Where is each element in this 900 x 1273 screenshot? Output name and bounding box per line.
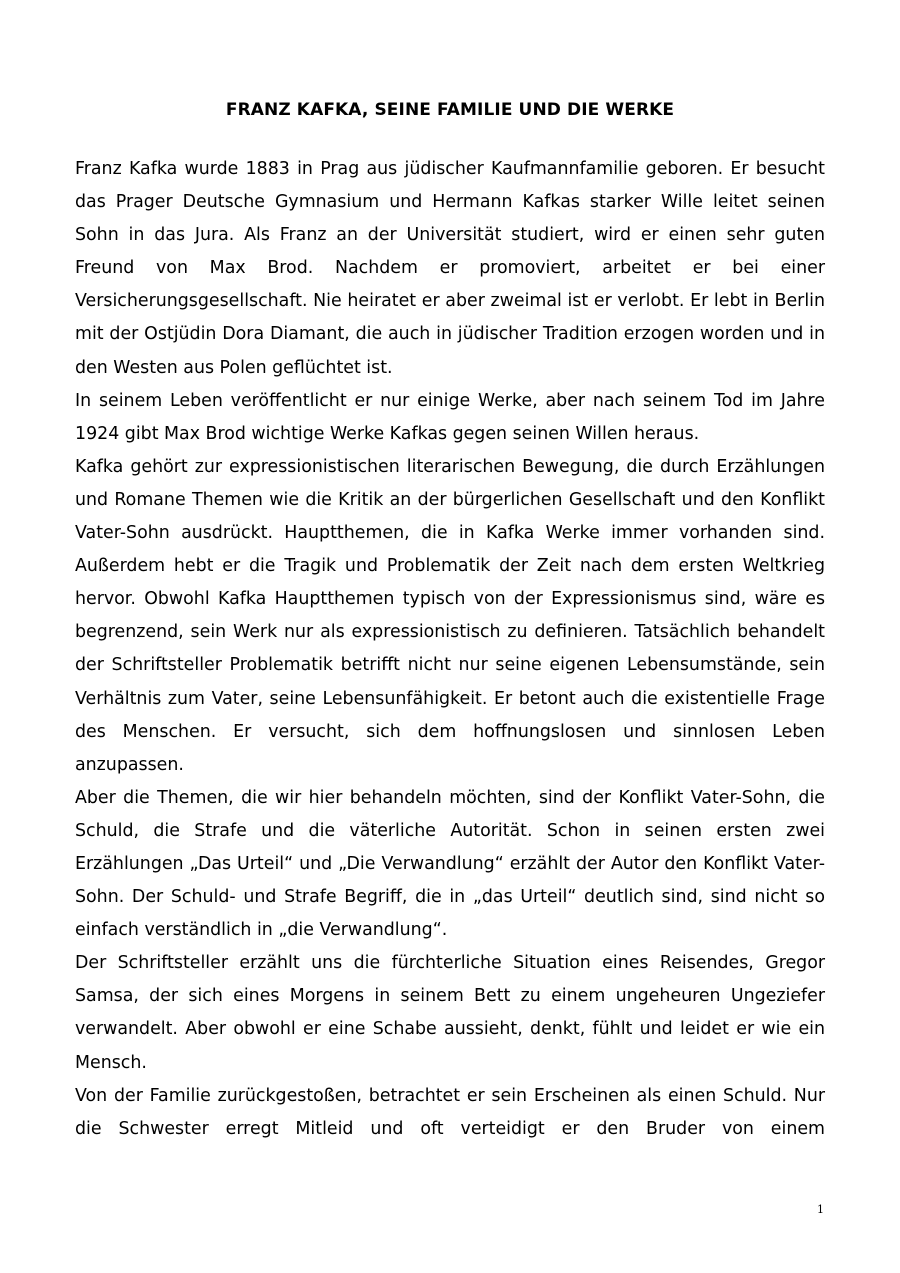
page-number: 1	[817, 1203, 824, 1216]
paragraph-expressionism: Kafka gehört zur expressionistischen literarischen Bewegung, die durch Erzählungen und Romane Themen wie die Kritik an der bürgerlichen Gesellschaft und den Konflikt Vater-Sohn ausdrückt. Hauptthemen, die in Kafka Werke immer vorhanden sind. Außerdem hebt er die Tragik und Problematik der Zeit nach dem ersten Weltkrieg hervor. Obwohl Kafka Hauptthemen typisch von der Expressionismus sind, wäre es begrenzend, sein Werk nur als expressionistisch zu definieren. Tatsächlich behandelt der Schriftsteller Problematik betrifft nicht nur seine eigenen Lebensumstände, sein Verhältnis zum Vater, seine Lebensunfähigkeit. Er betont auch die existentielle Frage des Menschen. Er versucht, sich dem hoffnungslosen und sinnlosen Leben anzupassen.	[75, 456, 825, 775]
document-title: FRANZ KAFKA, SEINE FAMILIE UND DIE WERKE	[225, 100, 675, 120]
paragraph-biography: Franz Kafka wurde 1883 in Prag aus jüdischer Kaufmannfamilie geboren. Er besucht das Prager Deutsche Gymnasium und Hermann Kafkas starker Wille leitet seinen Sohn in das Jura. Als Franz an der Universität studiert, wird er einen sehr guten Freund von Max Brod. Nachdem er promoviert, arbeitet er bei einer Versicherungsgesellschaft. Nie heiratet er aber zweimal ist er verlobt. Er lebt in Berlin mit der Ostjüdin Dora Diamant, die auch in jüdischer Tradition erzogen worden und in den Westen aus Polen geflüchtet ist.	[75, 159, 825, 378]
paragraph-themes: Aber die Themen, die wir hier behandeln möchten, sind der Konflikt Vater-Sohn, die Schuld, die Strafe und die väterliche Autorität. Schon in seinen ersten zwei Erzählungen „Das Urteil“ und „Die Verwandlung“ erzählt der Autor den Konflikt Vater-Sohn. Der Schuld- und Strafe Begriff, die in „das Urteil“ deutlich sind, sind nicht so einfach verständlich in „die Verwandlung“.	[75, 787, 825, 941]
document-body	[75, 153, 825, 1146]
paragraph-family: Von der Familie zurückgestoßen, betrachtet er sein Erscheinen als einen Schuld. Nur die Schwester erregt Mitleid und oft verteidigt er den Bruder von einem	[75, 1085, 825, 1139]
paragraph-publications: In seinem Leben veröffentlicht er nur einige Werke, aber nach seinem Tod im Jahre 1924 gibt Max Brod wichtige Werke Kafkas gegen seinen Willen heraus.	[75, 390, 825, 444]
paragraph-metamorphosis: Der Schriftsteller erzählt uns die fürchterliche Situation eines Reisendes, Gregor Samsa, der sich eines Morgens in seinem Bett zu einem ungeheuren Ungeziefer verwandelt. Aber obwohl er eine Schabe aussieht, denkt, fühlt und leidet er wie ein Mensch.	[75, 953, 825, 1073]
